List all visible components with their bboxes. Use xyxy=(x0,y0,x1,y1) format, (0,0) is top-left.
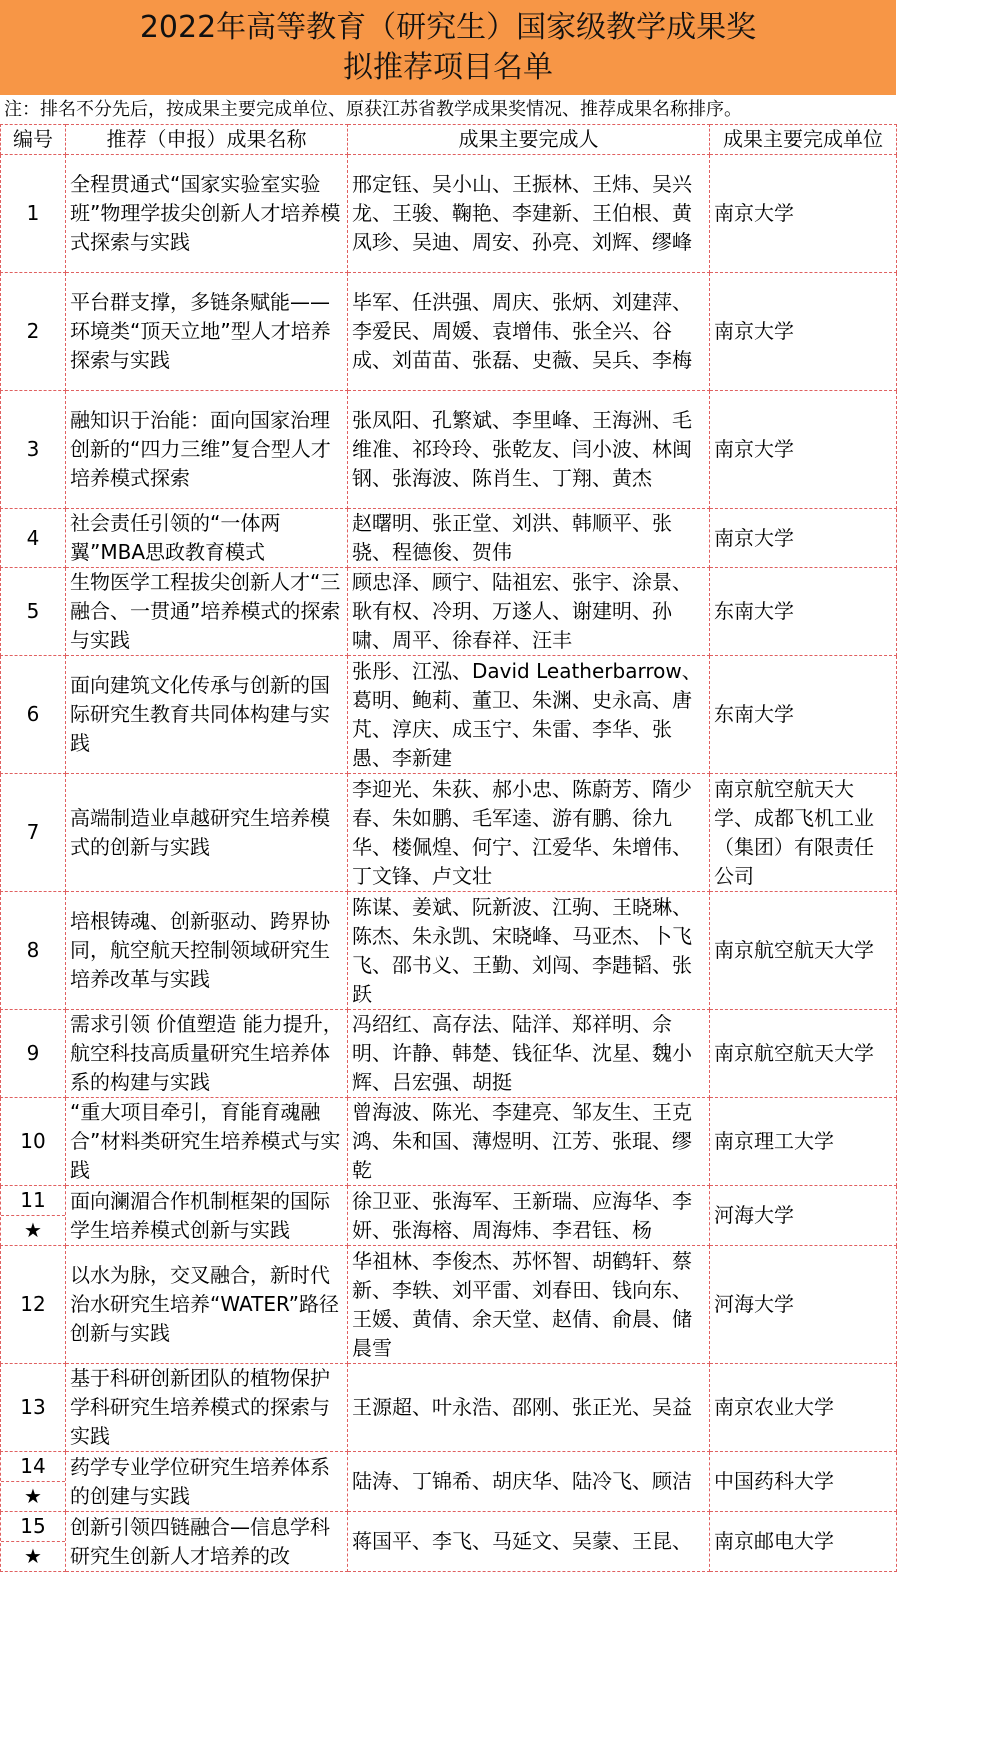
table-row xyxy=(1,1364,897,1452)
project-name: 培根铸魂、创新驱动、跨界协同，航空航天控制领域研究生培养改革与实践 xyxy=(66,892,348,1010)
table-row xyxy=(1,391,897,509)
col-header-unit: 成果主要完成单位 xyxy=(710,125,897,155)
project-name: 药学专业学位研究生培养体系的创建与实践 xyxy=(66,1452,348,1512)
table-row xyxy=(1,1452,897,1512)
row-number: 4 xyxy=(1,509,66,568)
project-table xyxy=(0,124,897,1572)
row-number: 9 xyxy=(1,1010,66,1098)
row-number: 12 xyxy=(1,1246,66,1364)
project-people: 蒋国平、李飞、马延文、吴蒙、王昆、 xyxy=(348,1512,710,1572)
note-text: 注：排名不分先后，按成果主要完成单位、原获江苏省教学成果奖情况、推荐成果名称排序。 xyxy=(4,99,742,120)
project-unit: 南京航空航天大学 xyxy=(710,1010,897,1098)
row-number: 3 xyxy=(1,391,66,509)
project-unit: 东南大学 xyxy=(710,656,897,774)
table-row xyxy=(1,1186,897,1246)
table-row xyxy=(1,774,897,892)
row-number: 2 xyxy=(1,273,66,391)
table-row xyxy=(1,1098,897,1186)
row-number: 10 xyxy=(1,1098,66,1186)
title-line-2: 拟推荐项目名单 xyxy=(343,49,553,85)
table-row xyxy=(1,273,897,391)
project-name: 平台群支撑，多链条赋能——环境类“顶天立地”型人才培养探索与实践 xyxy=(66,273,348,391)
project-name: 面向建筑文化传承与创新的国际研究生教育共同体构建与实践 xyxy=(66,656,348,774)
row-number: 1 xyxy=(1,155,66,273)
project-unit: 南京航空航天大学、成都飞机工业（集团）有限责任公司 xyxy=(710,774,897,892)
project-unit: 南京大学 xyxy=(710,391,897,509)
project-unit: 南京农业大学 xyxy=(710,1364,897,1452)
row-number: 7 xyxy=(1,774,66,892)
row-number: 8 xyxy=(1,892,66,1010)
project-name: 创新引领四链融合—信息学科研究生创新人才培养的改 xyxy=(66,1512,348,1572)
row-number: 5 xyxy=(1,568,66,656)
table-row xyxy=(1,1010,897,1098)
project-people: 陈谋、姜斌、阮新波、江驹、王晓琳、陈杰、朱永凯、宋晓峰、马亚杰、卜飞飞、邵书义、王勤、刘闯、李韪韬、张跃 xyxy=(348,892,710,1010)
row-number-value: 14 xyxy=(1,1452,65,1482)
row-number xyxy=(1,1512,66,1572)
star-icon: ★ xyxy=(24,1218,42,1242)
project-name: 融知识于治能：面向国家治理创新的“四力三维”复合型人才培养模式探索 xyxy=(66,391,348,509)
table-row xyxy=(1,568,897,656)
header-row xyxy=(1,125,897,155)
row-number-value: 15 xyxy=(1,1512,65,1542)
star-icon: ★ xyxy=(24,1544,42,1568)
project-unit: 南京邮电大学 xyxy=(710,1512,897,1572)
project-people: 张凤阳、孔繁斌、李里峰、王海洲、毛维准、祁玲玲、张乾友、闫小波、林闽钢、张海波、陈肖生、丁翔、黄杰 xyxy=(348,391,710,509)
row-number: 6 xyxy=(1,656,66,774)
table-row xyxy=(1,1246,897,1364)
project-unit: 南京大学 xyxy=(710,155,897,273)
row-number-value: 11 xyxy=(1,1186,65,1216)
project-name: 高端制造业卓越研究生培养模式的创新与实践 xyxy=(66,774,348,892)
star-icon: ★ xyxy=(24,1484,42,1508)
project-people: 曾海波、陈光、李建亮、邹友生、王克鸿、朱和国、薄煜明、江芳、张琨、缪乾 xyxy=(348,1098,710,1186)
table-row xyxy=(1,509,897,568)
project-name: 需求引领 价值塑造 能力提升，航空科技高质量研究生培养体系的构建与实践 xyxy=(66,1010,348,1098)
project-unit: 南京大学 xyxy=(710,273,897,391)
col-header-people: 成果主要完成人 xyxy=(348,125,710,155)
project-people: 华祖林、李俊杰、苏怀智、胡鹤轩、蔡新、李轶、刘平雷、刘春田、钱向东、王媛、黄倩、余天堂、赵倩、俞晨、储晨雪 xyxy=(348,1246,710,1364)
project-people: 李迎光、朱荻、郝小忠、陈蔚芳、隋少春、朱如鹏、毛军逵、游有鹏、徐九华、楼佩煌、何宁、江爱华、朱增伟、丁文锋、卢文壮 xyxy=(348,774,710,892)
project-people: 邢定钰、吴小山、王振林、王炜、吴兴龙、王骏、鞠艳、李建新、王伯根、黄凤珍、吴迪、周安、孙亮、刘辉、缪峰 xyxy=(348,155,710,273)
table-row xyxy=(1,1512,897,1572)
project-name: 社会责任引领的“一体两翼”MBA思政教育模式 xyxy=(66,509,348,568)
title-line-1: 2022年高等教育（研究生）国家级教学成果奖 xyxy=(139,9,757,45)
project-name: 全程贯通式“国家实验室实验班”物理学拔尖创新人才培养模式探索与实践 xyxy=(66,155,348,273)
project-unit: 南京理工大学 xyxy=(710,1098,897,1186)
project-people: 王源超、叶永浩、邵刚、张正光、吴益 xyxy=(348,1364,710,1452)
project-people: 徐卫亚、张海军、王新瑞、应海华、李妍、张海榕、周海炜、李君钰、杨 xyxy=(348,1186,710,1246)
project-unit: 河海大学 xyxy=(710,1246,897,1364)
project-name: “重大项目牵引，育能育魂融合”材料类研究生培养模式与实践 xyxy=(66,1098,348,1186)
table-row xyxy=(1,155,897,273)
project-unit: 河海大学 xyxy=(710,1186,897,1246)
project-name: 以水为脉，交叉融合，新时代治水研究生培养“WATER”路径创新与实践 xyxy=(66,1246,348,1364)
project-name: 基于科研创新团队的植物保护学科研究生培养模式的探索与实践 xyxy=(66,1364,348,1452)
project-people: 毕军、任洪强、周庆、张炳、刘建萍、李爱民、周媛、袁增伟、张全兴、谷成、刘苗苗、张磊、史薇、吴兵、李梅 xyxy=(348,273,710,391)
table-row xyxy=(1,892,897,1010)
project-name: 生物医学工程拔尖创新人才“三融合、一贯通”培养模式的探索与实践 xyxy=(66,568,348,656)
table-row xyxy=(1,656,897,774)
project-people: 张彤、江泓、David Leatherbarrow、葛明、鲍莉、董卫、朱渊、史永高、唐芃、淳庆、成玉宁、朱雷、李华、张愚、李新建 xyxy=(348,656,710,774)
project-unit: 南京航空航天大学 xyxy=(710,892,897,1010)
project-unit: 东南大学 xyxy=(710,568,897,656)
project-people: 顾忠泽、顾宁、陆祖宏、张宇、涂景、耿有权、冷玥、万遂人、谢建明、孙啸、周平、徐春祥、汪丰 xyxy=(348,568,710,656)
title-banner xyxy=(0,0,896,95)
row-number: 13 xyxy=(1,1364,66,1452)
project-people: 陆涛、丁锦希、胡庆华、陆冷飞、顾洁 xyxy=(348,1452,710,1512)
project-name: 面向澜湄合作机制框架的国际学生培养模式创新与实践 xyxy=(66,1186,348,1246)
row-number xyxy=(1,1452,66,1512)
project-people: 赵曙明、张正堂、刘洪、韩顺平、张骁、程德俊、贺伟 xyxy=(348,509,710,568)
project-unit: 南京大学 xyxy=(710,509,897,568)
row-number xyxy=(1,1186,66,1246)
col-header-name: 推荐（申报）成果名称 xyxy=(66,125,348,155)
col-header-number: 编号 xyxy=(1,125,66,155)
project-people: 冯绍红、高存法、陆洋、郑祥明、佘明、许静、韩楚、钱征华、沈星、魏小辉、吕宏强、胡挺 xyxy=(348,1010,710,1098)
project-unit: 中国药科大学 xyxy=(710,1452,897,1512)
